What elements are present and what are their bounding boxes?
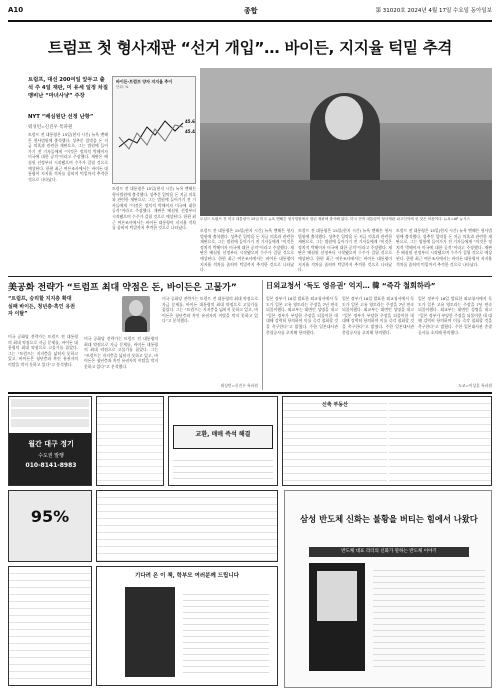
ad-block-5[interactable]	[8, 490, 92, 562]
ad2-title: 95%	[30, 507, 70, 526]
book-ad-subtitle: 반도체 대표 리더의 신화가 말하는 반도체 이야기	[309, 547, 469, 557]
column-divider	[262, 280, 263, 390]
chart-value-2: 45.4	[185, 129, 195, 134]
main-subhead: NYT “배심원단 선정 난항”	[28, 114, 94, 120]
ad-block-4[interactable]	[282, 396, 492, 486]
story3-body-col1: 일본 정부가 16일 발표한 외교청서에서 독도가 일본 고유 영토라는 주장을 7년 연속 되풀이했다. 외교부는 대변인 성명을 내고 “일본 정부가 부당한 주장을 되풀이한 데 대해 강력히 항의하며 이를 즉각 철회할 것을 촉구한다”고 밝혔다. 주한 일본대사관 총괄공사를 초치해 항의했다.	[266, 296, 338, 335]
main-body-col3: 트럼프 전 대통령은 15일(현지 시간) 뉴욕 맨해튼 형사법원에 출석했다. 성추문 입막음 돈 지급 의혹과 관련한 재판으로, 그는 법원에 들어가기 전 기자들에게 “이것은 정치적 박해이자 미국에 대한 공격”이라고 주장했다. 재판은 배심원 선정부터 시작됐으며 수주가 걸릴 것으로 예상된다. 한편 최근 여론조사에서는 바이든 대통령이 지지율 격차를 좁히며 턱밑까지 추격한 것으로 나타났다.	[200, 228, 294, 273]
ad-block-1[interactable]	[8, 396, 92, 486]
chart-title: 바이든-트럼프 양자 지지율 추이	[116, 79, 173, 84]
poll-chart	[112, 76, 196, 184]
main-lead: 트럼프, 대선 200여일 앞두고 출석 주 4일 재판, 미 유세 일정 차질 맹비난 “마녀사냥” 주장	[28, 77, 109, 99]
ad-block-7[interactable]	[8, 566, 92, 686]
main-body-col5: 트럼프 전 대통령은 15일(현지 시간) 뉴욕 맨해튼 형사법원에 출석했다. 성추문 입막음 돈 지급 의혹과 관련한 재판으로, 그는 법원에 들어가기 전 기자들에게 “이것은 정치적 박해이자 미국에 대한 공격”이라고 주장했다. 재판은 배심원 선정부터 시작됐으며 수주가 걸릴 것으로 예상된다. 한편 최근 여론조사에서는 바이든 대통령이 지지율 격차를 좁히며 턱밑까지 추격한 것으로 나타났다.	[396, 228, 492, 267]
ad-block-8[interactable]	[96, 566, 278, 686]
main-body-col4: 트럼프 전 대통령은 15일(현지 시간) 뉴욕 맨해튼 형사법원에 출석했다. 성추문 입막음 돈 지급 의혹과 관련한 재판으로, 그는 법원에 들어가기 전 기자들에게 “이것은 정치적 박해이자 미국에 대한 공격”이라고 주장했다. 재판은 배심원 선정부터 시작됐으며 수주가 걸릴 것으로 예상된다. 한편 최근 여론조사에서는 바이든 대통령이 지지율 격차를 좁히며 턱밑까지 추격한 것으로 나타났다.	[298, 228, 392, 273]
ad-block-3[interactable]	[168, 396, 278, 486]
story2-byline: 워싱턴=신진우 특파원	[220, 383, 258, 388]
main-body-col2: 트럼프 전 대통령은 15일(현지 시간) 뉴욕 맨해튼 형사법원에 출석했다. 성추문 입막음 돈 지급 의혹과 관련한 재판으로, 그는 법원에 들어가기 전 기자들에게 “이것은 정치적 박해이자 미국에 대한 공격”이라고 주장했다. 재판은 배심원 선정부터 시작됐으며 수주가 걸릴 것으로 예상된다. 한편 최근 여론조사에서는 바이든 대통령이 지지율 격차를 좁히며 턱밑까지 추격한 것으로 나타났다.	[112, 186, 196, 230]
chart-unit: 단위: %	[116, 85, 129, 89]
story3-byline: 도쿄=이상훈 특파원	[458, 383, 492, 388]
page-number: A10	[8, 6, 24, 14]
book-ad-title: 삼성 반도체 신화는 불황을 버티는 힘에서 나왔다	[300, 514, 478, 524]
book-ad-text	[373, 565, 485, 671]
story2-body-col2: 미국 공화당 전략가는 트럼프 전 대통령의 최대 약점으로 자금 문제를, 바이든 대통령의 최대 약점으로 고물가를 꼽았다. 그는 “트럼프는 지지층을 넓히지 못하고 있고, 바이든은 청년층과 흑인 유권자의 이탈을 막지 못하고 있다”고 분석했다.	[84, 336, 158, 369]
ad1-phone: 010-8141-8983	[25, 462, 77, 469]
ad1-title: 월간 대구 정기	[28, 440, 74, 448]
story3-headline[interactable]: 日외교청서 ‘독도 영유권’ 억지… 韓 “즉각 철회하라”	[266, 281, 436, 290]
issue-meta: 第 31020호 2024년 4월 17일 수요일 동아일보	[375, 8, 492, 14]
story3-body-col3: 일본 정부가 16일 발표한 외교청서에서 독도가 일본 고유 영토라는 주장을 7년 연속 되풀이했다. 외교부는 대변인 성명을 내고 “일본 정부가 부당한 주장을 되풀이한 데 대해 강력히 항의하며 이를 즉각 철회할 것을 촉구한다”고 밝혔다. 주한 일본대사관 총괄공사를 초치해 항의했다.	[418, 296, 492, 335]
story2-headline[interactable]: 美공화 전략가 “트럼프 최대 약점은 돈, 바이든은 고물가”	[8, 283, 237, 293]
page-header	[8, 4, 492, 18]
story2-lead: “트럼프, 승리할 지지층 확대 실패 바이든, 청년층·흑인 유권자 이탈”	[8, 296, 75, 317]
author-photo	[122, 296, 150, 332]
courtroom-photo	[200, 68, 492, 216]
ad-block-2[interactable]	[96, 396, 164, 486]
ad-block-6[interactable]	[96, 490, 278, 562]
section-name: 종합	[244, 7, 258, 15]
book-cover-image	[317, 571, 357, 621]
main-byline: 워싱턴=신진우 특파원	[28, 125, 73, 130]
ad-rule	[8, 392, 492, 394]
section-rule-1	[8, 276, 492, 277]
story3-body-col2: 일본 정부가 16일 발표한 외교청서에서 독도가 일본 고유 영토라는 주장을 7년 연속 되풀이했다. 외교부는 대변인 성명을 내고 “일본 정부가 부당한 주장을 되풀이한 데 대해 강력히 항의하며 이를 즉각 철회할 것을 촉구한다”고 밝혔다. 주한 일본대사관 총괄공사를 초치해 항의했다.	[342, 296, 414, 335]
main-headline[interactable]: 트럼프 첫 형사재판 “선거 개입”… 바이든, 지지율 턱밑 추격	[47, 39, 453, 57]
ad3-title: 교환, 매매 즉석 해결	[195, 431, 251, 438]
header-rule	[8, 20, 492, 22]
ad1-sub: 수도권 발행	[38, 453, 64, 459]
ad4-title: 신축 부동산	[322, 402, 348, 408]
chart-value-1: 45.6	[185, 119, 195, 124]
main-body-col1: 트럼프 전 대통령은 15일(현지 시간) 뉴욕 맨해튼 형사법원에 출석했다. 성추문 입막음 돈 지급 의혹과 관련한 재판으로, 그는 법원에 들어가기 전 기자들에게 “이것은 정치적 박해이자 미국에 대한 공격”이라고 주장했다. 재판은 배심원 선정부터 시작됐으며 수주가 걸릴 것으로 예상된다. 한편 최근 여론조사에서는 바이든 대통령이 지지율 격차를 좁히며 턱밑까지 추격한 것으로 나타났다.	[28, 132, 108, 182]
book-ad[interactable]	[284, 490, 492, 688]
photo-caption: 도널드 트럼프 전 미국 대통령이 15일 미국 뉴욕 맨해튼 형사법원에서 열린 재판에 출석해 있다. 미국 전직 대통령이 형사재판 피고인석에 선 것은 처음이다. 뉴욕=AP 뉴시스	[200, 217, 470, 221]
story2-body-col3: 미국 공화당 전략가는 트럼프 전 대통령의 최대 약점으로 자금 문제를, 바이든 대통령의 최대 약점으로 고물가를 꼽았다. 그는 “트럼프는 지지층을 넓히지 못하고 있고, 바이든은 청년층과 흑인 유권자의 이탈을 막지 못하고 있다”고 분석했다.	[162, 296, 258, 324]
story2-body-col1: 미국 공화당 전략가는 트럼프 전 대통령의 최대 약점으로 자금 문제를, 바이든 대통령의 최대 약점으로 고물가를 꼽았다. 그는 “트럼프는 지지층을 넓히지 못하고 있고, 바이든은 청년층과 흑인 유권자의 이탈을 막지 못하고 있다”고 분석했다.	[8, 334, 78, 367]
ad6-title: 기다려 온 이 책, 학부모 여러분께 드립니다	[135, 573, 239, 579]
